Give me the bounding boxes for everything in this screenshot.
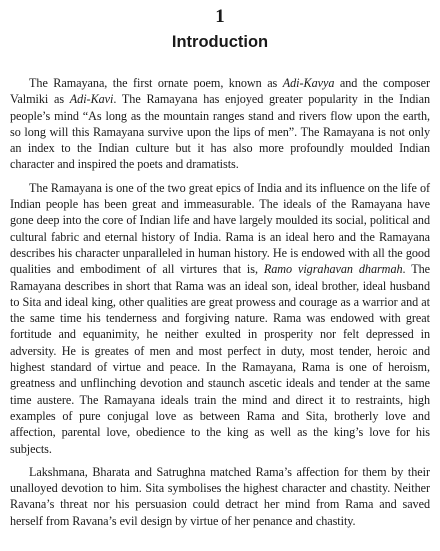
chapter-title: Introduction [171,33,269,51]
paragraph [10,75,430,173]
italic-term: Adi-Kavi [69,92,114,107]
body-text [10,75,430,529]
paragraph [10,464,430,529]
paragraph [10,180,430,457]
italic-term: Adi-Kavya [282,76,335,90]
italic-term: Ramo vigrahavan dharmah [263,262,403,277]
text-segment: The Ramayana is one of the two great epics of India and its influence on the life of Indian people has been great and immeasurable. The ideals of the Ramayana have gone deep into the core of Indian life and have largely moulded its social, political and cultural fabric and eternal history of India. Rama is an ideal hero and the Ramayana describes his character unparalleled in human history. He is endowed with all the good qualities and embodiment of all virtures that is, [10,180,430,277]
text-segment: and the composer Valmiki as [10,76,430,107]
text-segment: . The Ramayana has enjoyed greater popularity in the Indian people’s mind “As long as the mountain ranges stand and rivers flow upon the earth, so long will this Ramayana survive upon the lips of men”. The Ramayana is not only an index to the Indian culture but it has also more profoundly moulded Indian character and inspired the poets and dramatists. [10,92,430,172]
chapter-number: 1 [215,6,225,27]
text-segment: . The Ramayana describes in short that Rama was an ideal son, ideal brother, ideal husband to Sita and ideal king, other qualities are great prowess and courage as a warrior and at the same time his tenderness and forgiving nature. Rama was endowed with great fortitude and equanimity, he neither exulted in prosperity nor felt depressed in adversity. He is greates of men and most perfect in duty, most tender, heroic and highest standard of virtue and peace. In the Ramayana, Rama is one of heroism, greatness and unflinching devotion and staunch ascetic ideals and tender at the same time austere. The Ramayana ideals train the mind and direct it to restraints, high examples of pure conjugal love as between Rama and Sita, brotherly love and affection, parental love, obedience to the king as well as the king’s love for his subjects. [10,262,430,456]
text-segment: The Ramayana, the first ornate poem, known as [29,76,283,90]
text-segment: Lakshmana, Bharata and Satrughna matched Rama’s affection for them by their unalloyed devotion to him. Sita symbolises the highest character and chastity. Neither Ravana’s threat nor his persuasion could detract her mind from Rama and saved herself from Ravana’s evil design by virtue of her penance and chastity. [10,464,430,528]
